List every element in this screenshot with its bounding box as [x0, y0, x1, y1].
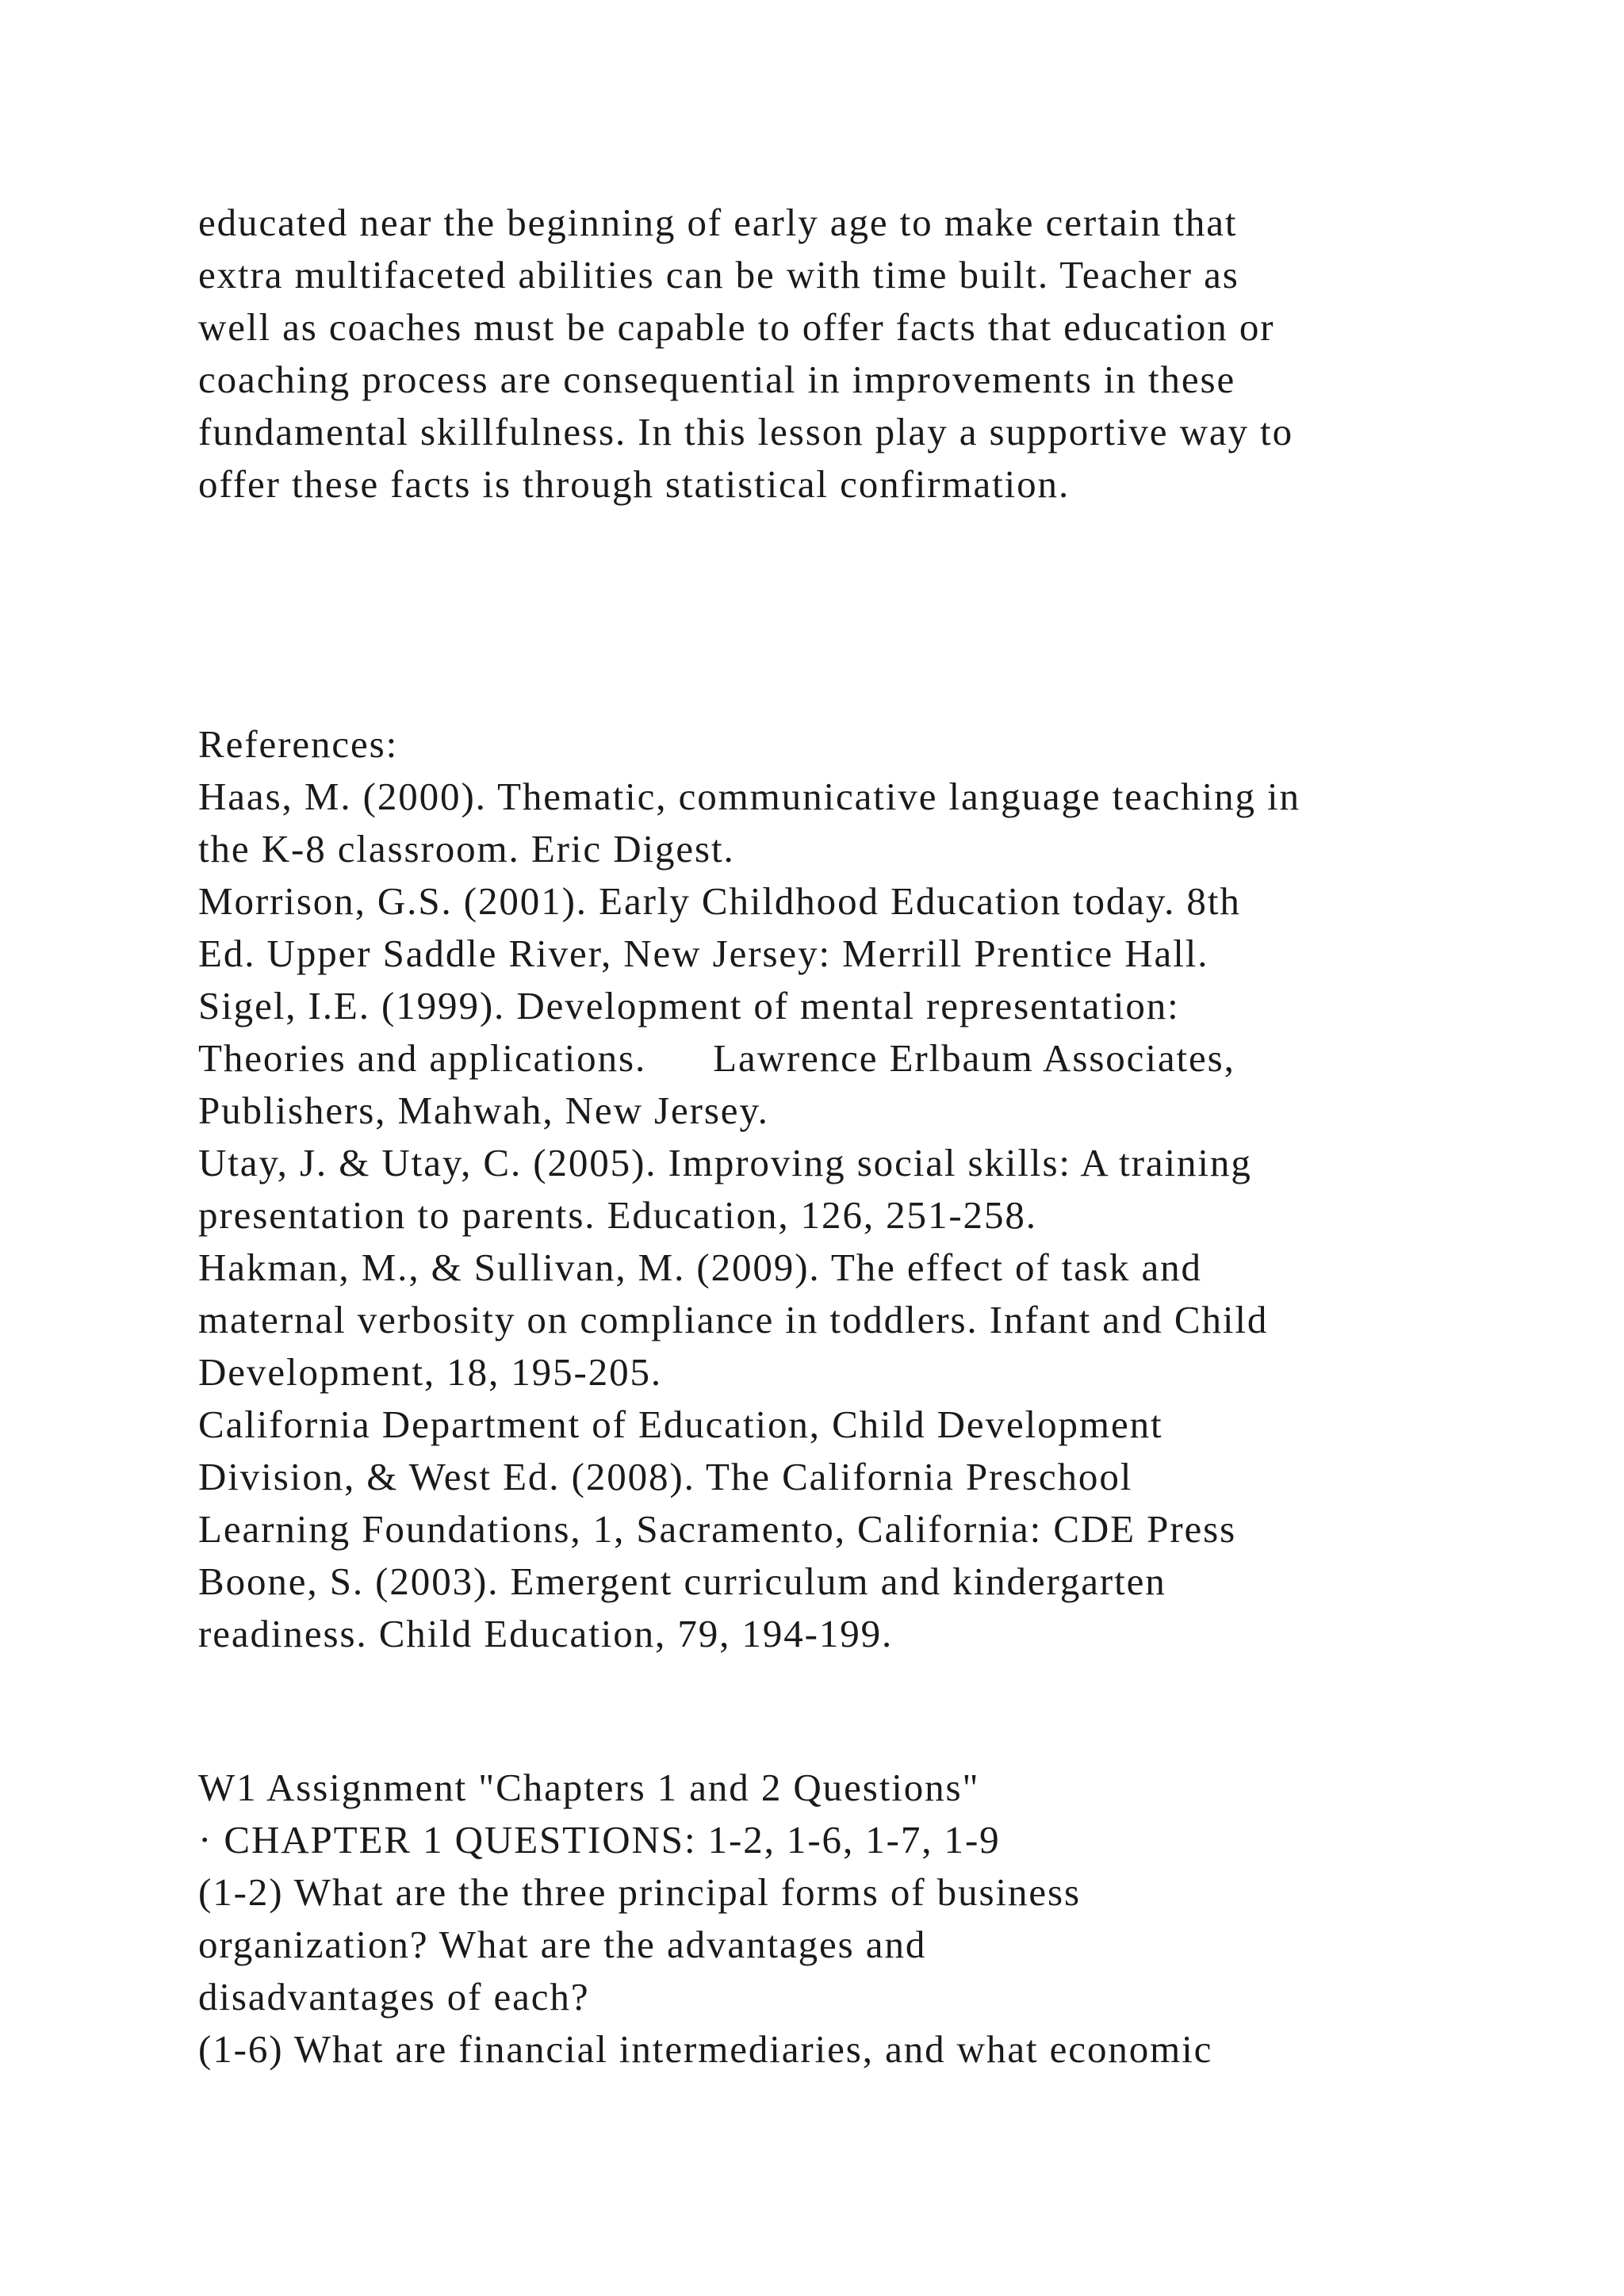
- question-line: (1-2) What are the three principal forms of business: [198, 1870, 1081, 1914]
- reference-line: Morrison, G.S. (2001). Early Childhood Education today. 8th: [198, 879, 1241, 923]
- reference-line: maternal verbosity on compliance in toddlers. Infant and Child: [198, 1298, 1269, 1341]
- reference-line: readiness. Child Education, 79, 194-199.: [198, 1612, 894, 1655]
- question-line: (1-6) What are financial intermediaries, and what economic: [198, 2027, 1213, 2071]
- assignment-title: W1 Assignment "Chapters 1 and 2 Questions": [198, 1766, 980, 1809]
- intro-line-4: coaching process are consequential in improvements in these: [198, 358, 1236, 401]
- intro-line-6: offer these facts is through statistical confirmation.: [198, 462, 1071, 506]
- reference-line: Ed. Upper Saddle River, New Jersey: Merrill Prentice Hall.: [198, 932, 1209, 975]
- intro-line-1: educated near the beginning of early age to make certain that: [198, 201, 1238, 244]
- reference-line: Haas, M. (2000). Thematic, communicative language teaching in: [198, 775, 1300, 818]
- chapter-questions-bullet: · CHAPTER 1 QUESTIONS: 1-2, 1-6, 1-7, 1-9: [198, 1818, 1001, 1862]
- reference-segment: Theories and applications.: [198, 1036, 647, 1080]
- reference-line: Division, & West Ed. (2008). The California Preschool: [198, 1455, 1133, 1498]
- reference-line: California Department of Education, Child Development: [198, 1402, 1163, 1446]
- reference-line: Hakman, M., & Sullivan, M. (2009). The effect of task and: [198, 1246, 1202, 1289]
- reference-segment: Lawrence Erlbaum Associates,: [713, 1036, 1235, 1080]
- intro-line-5: fundamental skillfulness. In this lesson play a supportive way to: [198, 410, 1293, 453]
- reference-line: the K-8 classroom. Eric Digest.: [198, 827, 735, 871]
- reference-line: Utay, J. & Utay, C. (2005). Improving social skills: A training: [198, 1141, 1252, 1184]
- reference-line: Publishers, Mahwah, New Jersey.: [198, 1089, 769, 1132]
- reference-line: presentation to parents. Education, 126, 251-258.: [198, 1193, 1037, 1237]
- intro-line-2: extra multifaceted abilities can be with time built. Teacher as: [198, 253, 1239, 297]
- intro-line-3: well as coaches must be capable to offer facts that education or: [198, 305, 1275, 349]
- references-heading: References:: [198, 722, 399, 766]
- reference-line-split: [198, 1032, 1235, 1085]
- reference-line: Learning Foundations, 1, Sacramento, California: CDE Press: [198, 1507, 1237, 1551]
- question-line: disadvantages of each?: [198, 1975, 590, 2019]
- question-line: organization? What are the advantages and: [198, 1923, 927, 1966]
- reference-line: Sigel, I.E. (1999). Development of mental representation:: [198, 984, 1180, 1027]
- reference-line: Boone, S. (2003). Emergent curriculum and kindergarten: [198, 1559, 1166, 1603]
- reference-line: Development, 18, 195-205.: [198, 1350, 663, 1394]
